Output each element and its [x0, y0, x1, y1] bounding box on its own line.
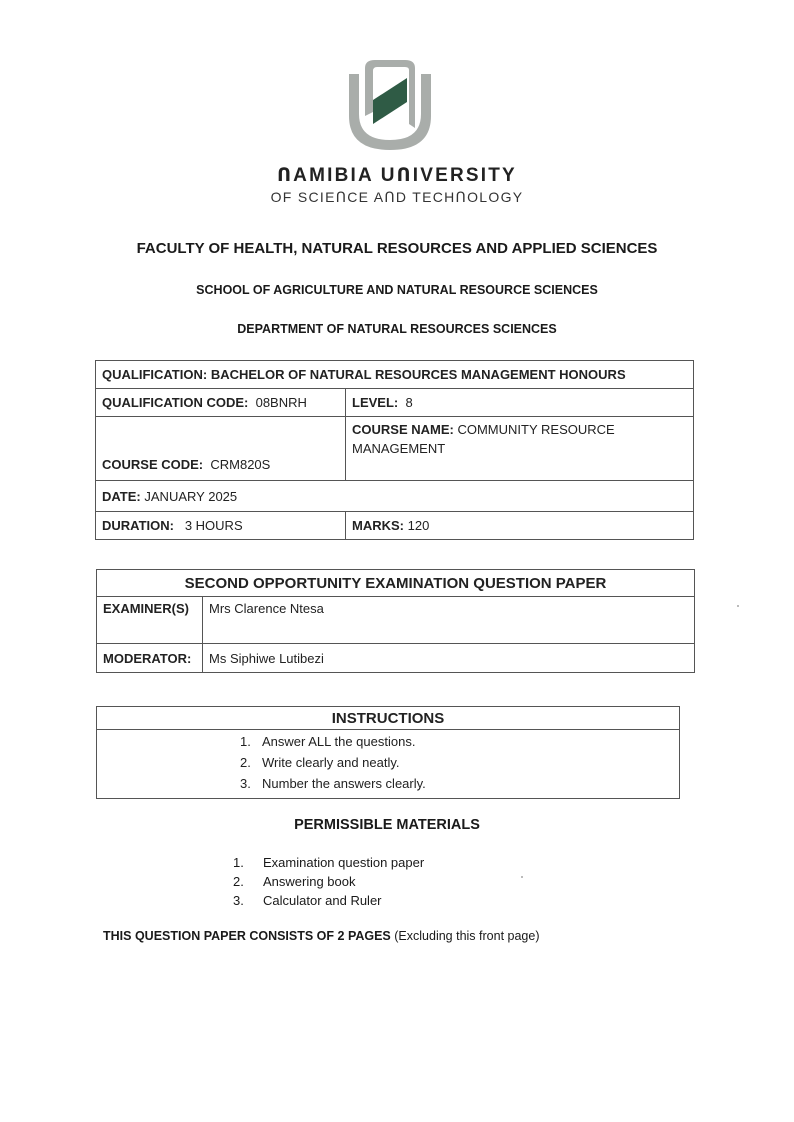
item-number: 3.: [240, 776, 251, 791]
item-text: Write clearly and neatly.: [262, 755, 400, 770]
date-cell: [96, 481, 694, 512]
examination-table: [96, 569, 695, 673]
item-number: 1.: [233, 855, 244, 870]
course-name-cell: [346, 417, 694, 481]
faculty-heading: FACULTY OF HEALTH, NATURAL RESOURCES AND APPLIED SCIENCES: [136, 240, 658, 257]
duration-value: 3 HOURS: [184, 518, 243, 533]
level-cell: [346, 389, 694, 417]
marks-value: 120: [407, 518, 430, 533]
course-name-label: COURSE NAME:: [352, 422, 454, 437]
permissible-materials-list: [233, 853, 424, 910]
instructions-title: INSTRUCTIONS: [97, 707, 680, 730]
instruction-item: [97, 731, 679, 752]
qualification-label: QUALIFICATION:: [102, 367, 208, 382]
item-text: Number the answers clearly.: [262, 776, 426, 791]
qualification-cell: [96, 361, 694, 389]
instruction-item: [97, 773, 679, 794]
qualification-code-value: 08BNRH: [255, 395, 307, 410]
item-text: Calculator and Ruler: [263, 893, 382, 908]
material-item: [233, 891, 424, 910]
item-number: 1.: [240, 734, 251, 749]
instructions-list: [97, 731, 679, 794]
scan-speck: [737, 605, 739, 607]
qualification-code-label: QUALIFICATION CODE:: [102, 395, 249, 410]
course-name-value: COMMUNITY RESOURCE MANAGEMENT: [352, 422, 615, 456]
course-code-value: CRM820S: [210, 457, 271, 472]
permissible-materials-title: PERMISSIBLE MATERIALS: [294, 817, 480, 833]
course-code-label: COURSE CODE:: [102, 457, 204, 472]
university-subtitle: OF SCIEՈCE AՈD TECHՈOLOGY: [270, 189, 524, 205]
examiner-value: Mrs Clarence Ntesa: [203, 597, 695, 644]
date-label: DATE:: [102, 488, 141, 504]
page-count-bold: THIS QUESTION PAPER CONSISTS OF 2 PAGES: [103, 929, 391, 943]
item-number: 2.: [240, 755, 251, 770]
university-logo-icon: [345, 56, 435, 154]
marks-label: MARKS:: [352, 518, 404, 533]
date-value: JANUARY 2025: [144, 488, 238, 504]
item-text: Answering book: [263, 874, 356, 889]
instructions-body: [97, 730, 680, 799]
item-text: Answer ALL the questions.: [262, 734, 416, 749]
marks-cell: [346, 512, 694, 540]
moderator-value: Ms Siphiwe Lutibezi: [203, 644, 695, 673]
university-name: ՈAMIBIA UՈIVERSITY: [277, 165, 517, 186]
instructions-table: [96, 706, 680, 799]
course-details-table: [95, 360, 694, 540]
department-heading: DEPARTMENT OF NATURAL RESOURCES SCIENCES: [237, 322, 557, 336]
item-text: Examination question paper: [263, 855, 425, 870]
material-item: [233, 853, 424, 872]
school-heading: SCHOOL OF AGRICULTURE AND NATURAL RESOURCE SCIENCES: [196, 283, 598, 297]
page-count-remark: (Excluding this front page): [394, 929, 540, 943]
exam-paper-title: SECOND OPPORTUNITY EXAMINATION QUESTION PAPER: [97, 570, 695, 597]
course-code-cell: [96, 417, 346, 481]
duration-label: DURATION:: [102, 518, 174, 533]
examiner-label: EXAMINER(S): [97, 597, 203, 644]
page-count-note: [103, 929, 539, 943]
level-label: LEVEL:: [352, 395, 399, 410]
material-item: [233, 872, 424, 891]
scan-speck: [521, 876, 523, 878]
item-number: 3.: [233, 893, 244, 908]
qualification-code-cell: [96, 389, 346, 417]
instruction-item: [97, 752, 679, 773]
level-value: 8: [405, 395, 413, 410]
item-number: 2.: [233, 874, 244, 889]
duration-cell: [96, 512, 346, 540]
moderator-label: MODERATOR:: [97, 644, 203, 673]
qualification-value: BACHELOR OF NATURAL RESOURCES MANAGEMENT HONOURS: [210, 367, 626, 382]
